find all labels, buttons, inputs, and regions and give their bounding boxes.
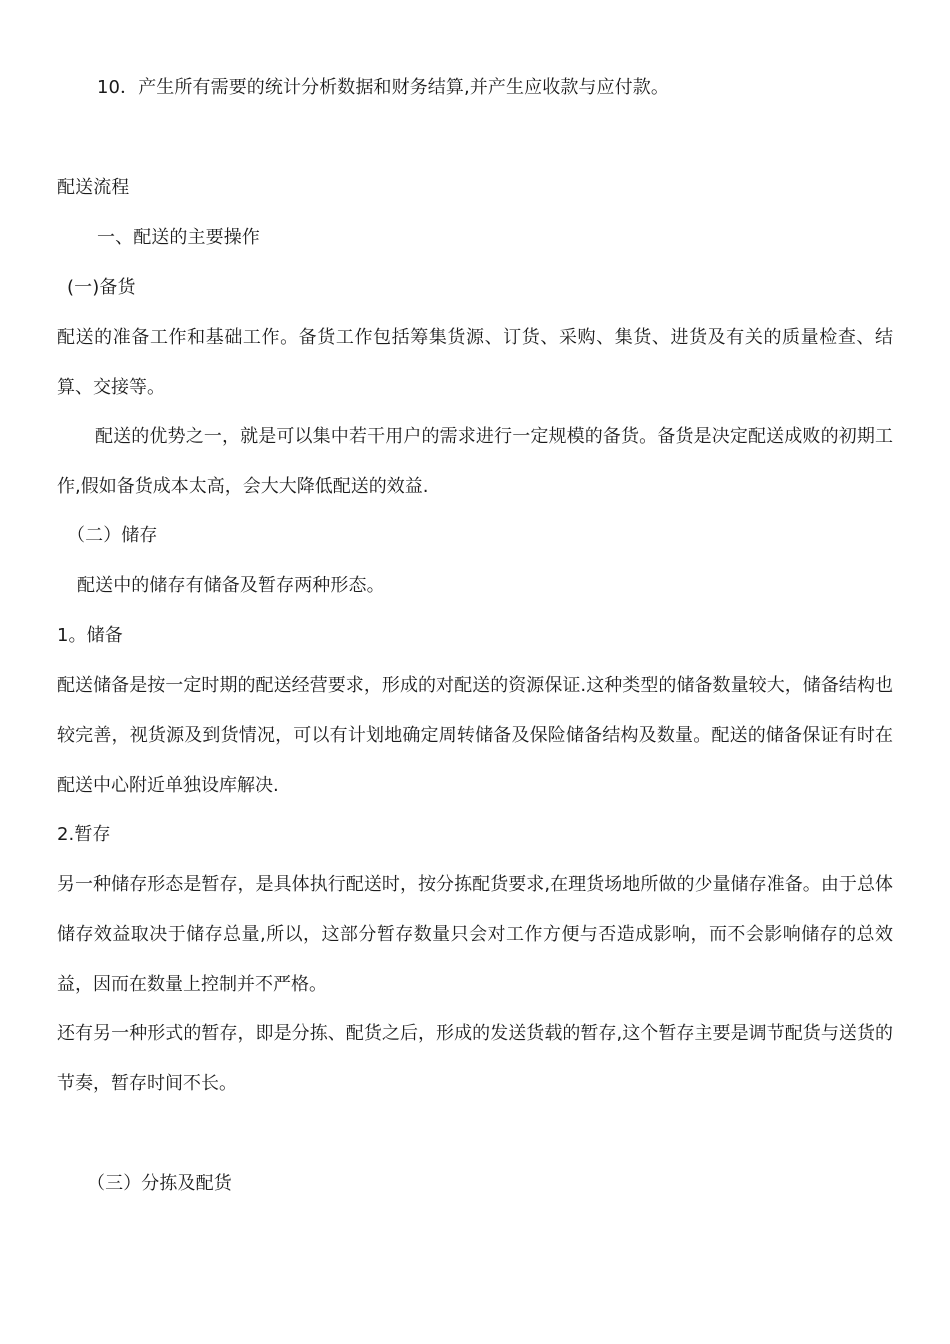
paragraph-temporary: 另一种储存形态是暂存，是具体执行配送时，按分拣配货要求,在理货场地所做的少量储存准备。由于总体储存效益取决于储存总量,所以，这部分暂存数量只会对工作方便与否造成影响，而不会影响储存的总效益，因而在数量上控制并不严格。 <box>57 874 893 995</box>
section-title: 配送流程 <box>57 177 130 198</box>
subheading-stocking: (一)备货 <box>67 277 136 298</box>
list-item-reserve: 1。储备 <box>57 625 123 646</box>
subheading-sorting: （三）分拣及配货 <box>87 1173 232 1194</box>
paragraph-reserve: 配送储备是按一定时期的配送经营要求，形成的对配送的资源保证.这种类型的储备数量较大，储备结构也较完善，视货源及到货情况，可以有计划地确定周转储备及保险储备结构及数量。配送的储备保证有时在配送中心附近单独设库解决. <box>57 675 893 796</box>
list-item-10: 10．产生所有需要的统计分析数据和财务结算,并产生应收款与应付款。 <box>97 77 669 98</box>
heading-main-operations: 一、配送的主要操作 <box>97 227 260 248</box>
list-item-temporary: 2.暂存 <box>57 824 111 845</box>
paragraph-temporary-other: 还有另一种形式的暂存，即是分拣、配货之后，形成的发送货载的暂存,这个暂存主要是调节配货与送货的节奏，暂存时间不长。 <box>57 1023 893 1094</box>
paragraph-stocking-intro: 配送的准备工作和基础工作。备货工作包括筹集货源、订货、采购、集货、进货及有关的质量检查、结算、交接等。 <box>57 327 893 398</box>
paragraph-stocking-advantage: 配送的优势之一，就是可以集中若干用户的需求进行一定规模的备货。备货是决定配送成败的初期工作,假如备货成本太高，会大大降低配送的效益. <box>57 426 893 497</box>
paragraph-storage-forms: 配送中的储存有储备及暂存两种形态。 <box>77 575 385 596</box>
subheading-storage: （二）储存 <box>67 525 158 546</box>
